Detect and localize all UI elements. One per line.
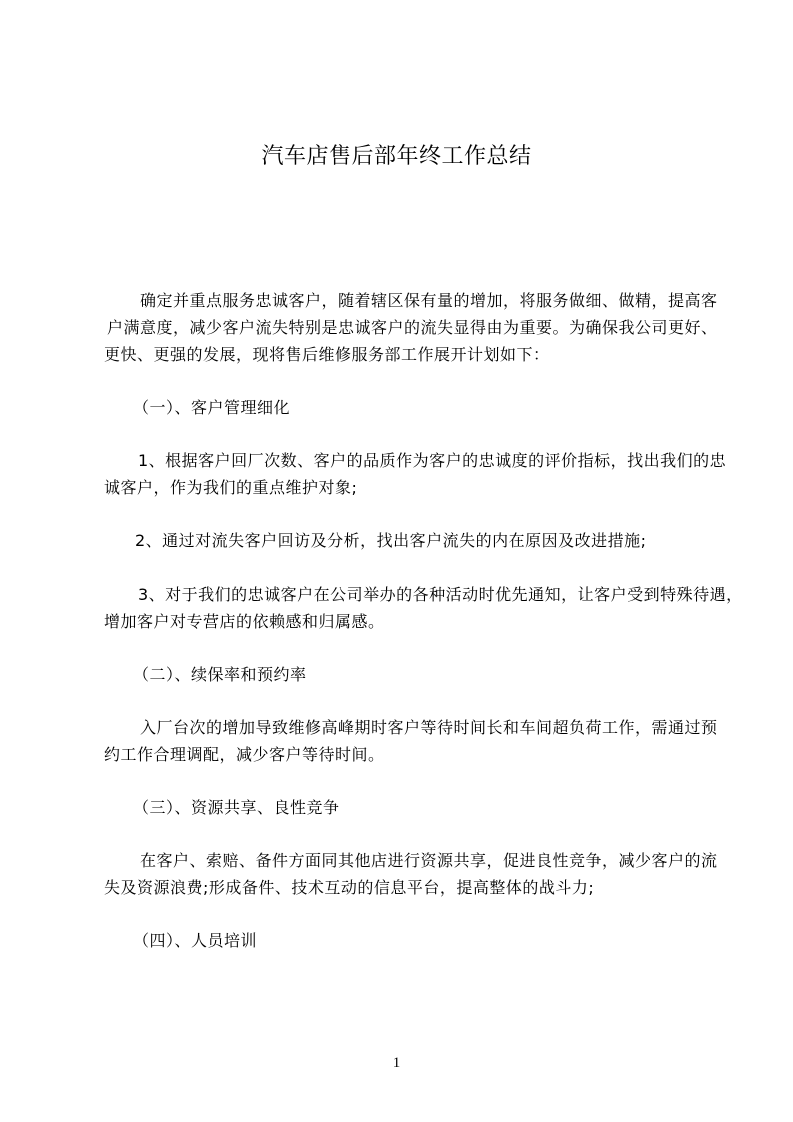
paragraph-line: 1、根据客户回厂次数、客户的品质作为客户的忠诚度的评价指标，找出我们的忠 (138, 451, 727, 470)
paragraph-line: 失及资源浪费;形成备件、技术互动的信息平台，提高整体的战斗力; (104, 878, 595, 897)
paragraph-line: 在客户、索赔、备件方面同其他店进行资源共享，促进良性竞争，减少客户的流 (140, 851, 718, 870)
paragraph-line: 约工作合理调配，减少客户等待时间。 (104, 745, 385, 764)
document-title: 汽车店售后部年终工作总结 (261, 144, 532, 169)
section-heading: （一）、客户管理细化 (133, 398, 291, 417)
paragraph-line: 3、对于我们的忠诚客户在公司举办的各种活动时优先通知，让客户受到特殊待遇， (138, 585, 743, 604)
paragraph-line: 增加客户对专营店的依赖感和归属感。 (104, 612, 385, 631)
section-heading: （四）、人员培训 (133, 931, 258, 950)
paragraph-line: 诚客户，作为我们的重点维护对象; (104, 478, 358, 497)
paragraph-line: 更快、更强的发展，现将售后维修服务部工作展开计划如下： (104, 345, 550, 364)
section-heading: （二）、续保率和预约率 (133, 665, 307, 684)
paragraph-line: 入厂台次的增加导致维修高峰期时客户等待时间长和车间超负荷工作，需通过预 (140, 718, 718, 737)
paragraph-line: 确定并重点服务忠诚客户，随着辖区保有量的增加，将服务做细、做精，提高客 (140, 291, 718, 310)
section-heading: （三）、资源共享、良性竞争 (133, 798, 340, 817)
paragraph-line: 2、通过对流失客户回访及分析，找出客户流失的内在原因及改进措施; (135, 531, 647, 550)
page-number: 1 (392, 1055, 401, 1071)
paragraph-line: 户满意度，减少客户流失特别是忠诚客户的流失显得由为重要。为确保我公司更好、 (107, 318, 718, 337)
